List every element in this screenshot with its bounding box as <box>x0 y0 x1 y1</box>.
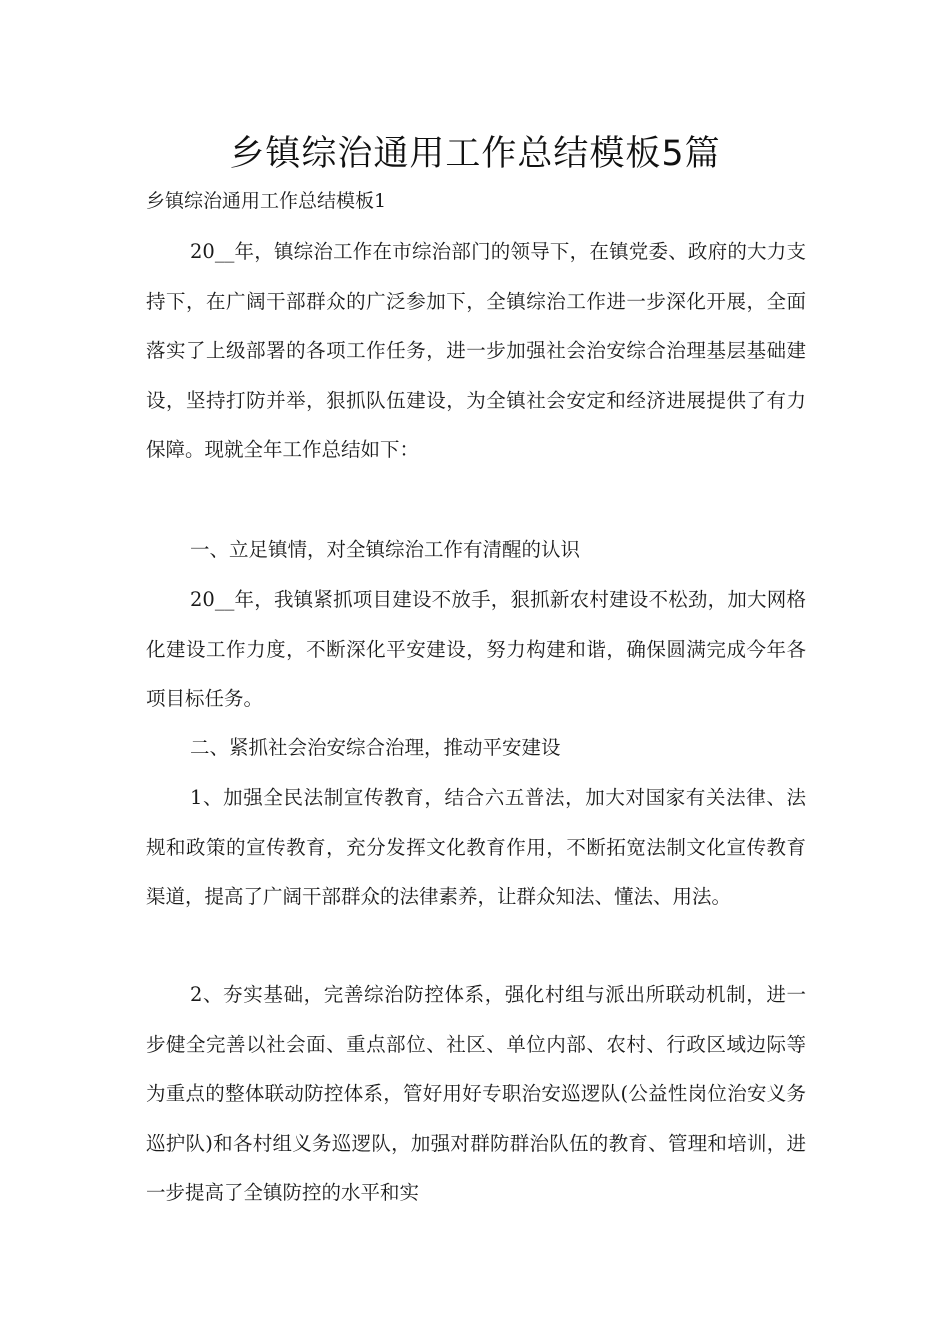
section-heading-1: 一、立足镇情，对全镇综治工作有清醒的认识 <box>190 538 581 561</box>
document-title: 乡镇综治通用工作总结模板5篇 <box>229 134 721 174</box>
paragraph-intro: 20__年，镇综治工作在市综治部门的领导下，在镇党委、政府的大力支持下，在广阔干部群众的广泛参加下，全镇综治工作进一步深化开展，全面落实了上级部署的各项工作任务，进一步加强社会治安综合治理基层基础建设，坚持打防并举，狠抓队伍建设，为全镇社会安定和经济进展提供了有力保障。现就全年工作总结如下： <box>146 240 806 461</box>
document-subtitle: 乡镇综治通用工作总结模板1 <box>146 190 387 212</box>
paragraph-item-1: 1、加强全民法制宣传教育，结合六五普法，加大对国家有关法律、法规和政策的宣传教育，充分发挥文化教育作用，不断拓宽法制文化宣传教育渠道，提高了广阔干部群众的法律素养，让群众知法、懂法、用法。 <box>146 786 806 908</box>
paragraph-item-2: 2、夯实基础，完善综治防控体系，强化村组与派出所联动机制，进一步健全完善以社会面、重点部位、社区、单位内部、农村、行政区域边际等为重点的整体联动防控体系，管好用好专职治安巡逻队(公益性岗位治安义务巡护队)和各村组义务巡逻队，加强对群防群治队伍的教育、管理和培训，进一步提高了全镇防控的水平和实 <box>146 983 806 1204</box>
section-heading-2: 二、紧抓社会治安综合治理，推动平安建设 <box>190 736 561 759</box>
paragraph-section-1: 20__年，我镇紧抓项目建设不放手，狠抓新农村建设不松劲，加大网格化建设工作力度，不断深化平安建设，努力构建和谐，确保圆满完成今年各项目标任务。 <box>146 588 806 710</box>
